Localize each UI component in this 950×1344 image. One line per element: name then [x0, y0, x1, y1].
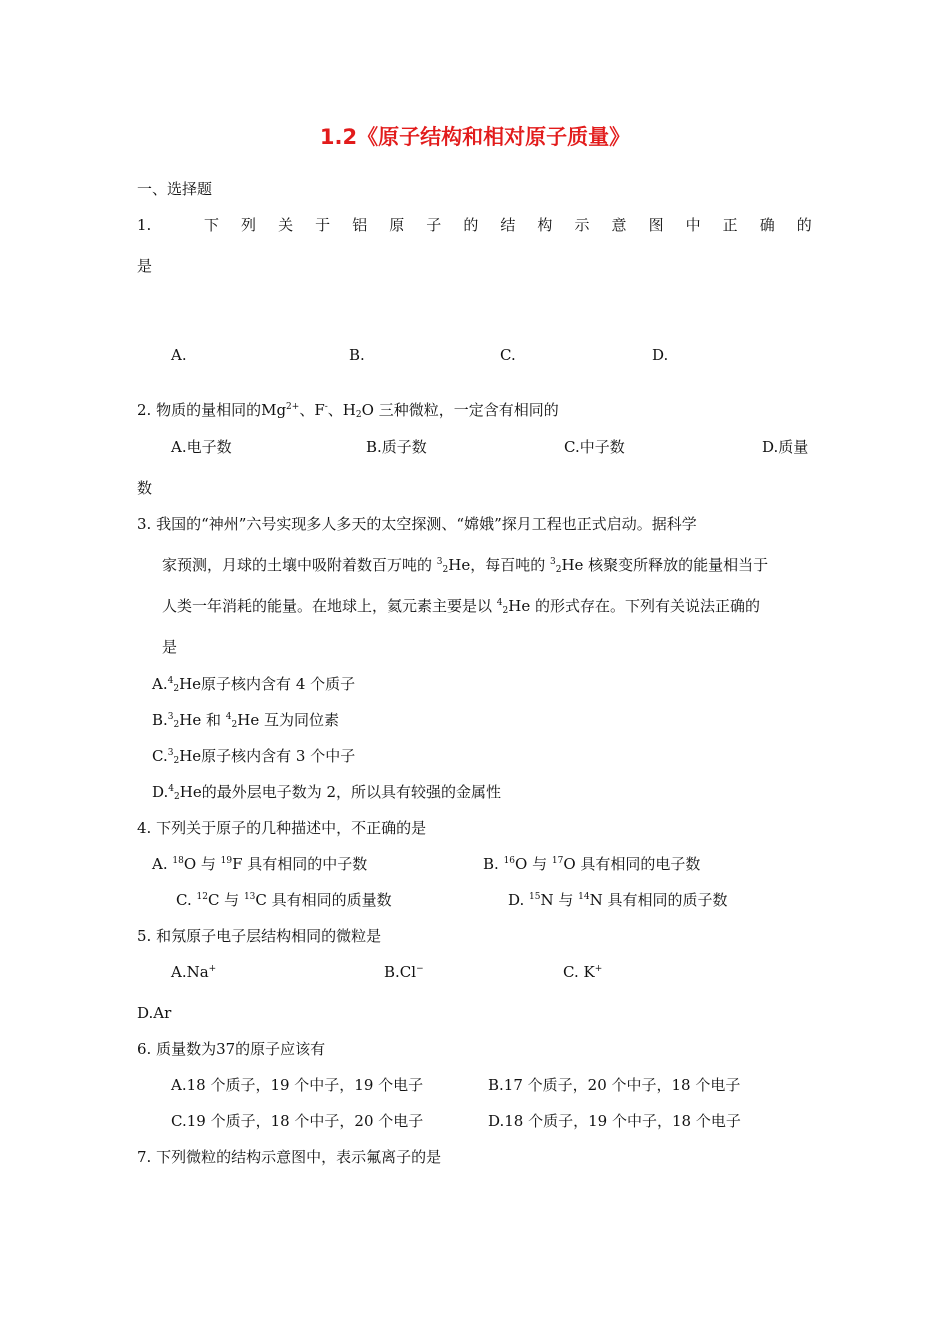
q5-option-a: A.Na+ [171, 963, 217, 981]
q3-stem-line4: 是 [162, 638, 178, 656]
q1-stem-char: 正 [722, 216, 738, 234]
q1-stem-char: 原 [389, 216, 405, 234]
q5-option-b: B.Cl− [384, 963, 424, 981]
q5-option-c: C. K+ [563, 963, 603, 981]
q3-option-d: D.$^4_2$He的最外层电子数为 2，所以具有较强的金属性 [152, 783, 502, 802]
q3-option-b: B.$^3_2$He 和 $^4_2$He 互为同位素 [152, 711, 339, 730]
q1-stem-char: 列 [241, 216, 257, 234]
q4-option-c: C. $^{12}$C 与 $^{13}$C 具有相同的质量数 [176, 891, 392, 909]
q6-option-a: A.18 个质子，19 个中子，19 个电子 [171, 1076, 424, 1094]
page-title: 1.2《原子结构和相对原子质量》 [319, 125, 631, 149]
q1-option-c: C. [500, 346, 516, 364]
q1-stem-tail: 是 [137, 257, 153, 275]
q1-stem-char: 下 [204, 216, 220, 234]
q3-option-a: A.$^4_2$He原子核内含有 4 个质子 [152, 675, 356, 694]
q1-option-a: A. [171, 346, 187, 364]
q4-stem: 4. 下列关于原子的几种描述中，不正确的是 [137, 819, 427, 837]
q2-option-a: A.电子数 [171, 438, 232, 456]
q4-option-d: D. $^{15}$N 与 $^{14}$N 具有相同的质子数 [508, 891, 728, 909]
q1-stem-char: 结 [500, 216, 516, 234]
q1-option-d: D. [652, 346, 669, 364]
section-heading: 一、选择题 [137, 180, 213, 198]
q1-stem-char: 关 [278, 216, 294, 234]
q3-stem-line2: 家预测，月球的土壤中吸附着数百万吨的 $^3_2$He，每百吨的 $^3_2$He 核聚变所释放的能量相当于 [162, 556, 769, 575]
q1-number: 1. [137, 216, 152, 234]
q2-option-c: C.中子数 [564, 438, 625, 456]
q2-option-d: D.质量 [762, 438, 809, 456]
q1-stem-char: 于 [315, 216, 331, 234]
q1-stem-char: 意 [611, 216, 627, 234]
q1-option-b: B. [349, 346, 365, 364]
q4-option-b: B. $^{16}$O 与 $^{17}$O 具有相同的电子数 [483, 855, 701, 873]
q6-option-b: B.17 个质子，20 个中子，18 个电子 [488, 1076, 741, 1094]
q1-stem-char: 中 [685, 216, 701, 234]
q1-stem-char: 确 [759, 216, 775, 234]
q1-stem [204, 216, 812, 234]
q2-stem: 2. 物质的量相同的$Mg^{2+}$、F-、$H_2O$ 三种微粒，一定含有相同的 [137, 401, 559, 420]
q1-stem-char: 示 [574, 216, 590, 234]
q1-stem-char: 的 [796, 216, 812, 234]
q5-option-d: D.Ar [137, 1004, 172, 1022]
q1-stem-char: 铝 [352, 216, 368, 234]
q1-stem-char: 图 [648, 216, 664, 234]
q1-stem-char: 构 [537, 216, 553, 234]
q3-stem-line3: 人类一年消耗的能量。在地球上，氦元素主要是以 $^4_2$He 的形式存在。下列有关说法正确的 [162, 597, 760, 616]
q7-stem: 7. 下列微粒的结构示意图中，表示氟离子的是 [137, 1148, 442, 1166]
q2-option-b: B.质子数 [366, 438, 427, 456]
q6-option-c: C.19 个质子，18 个中子，20 个电子 [171, 1112, 424, 1130]
q6-option-d: D.18 个质子，19 个中子，18 个电子 [488, 1112, 741, 1130]
q3-stem-line1: 3. 我国的“神州”六号实现多人多天的太空探测、“嫦娥”探月工程也正式启动。据科学 [137, 515, 697, 533]
q2-option-d-wrap: 数 [137, 479, 153, 497]
q3-option-c: C.$^3_2$He原子核内含有 3 个中子 [152, 747, 356, 766]
q4-option-a: A. $^{18}$O 与 $^{19}$F 具有相同的中子数 [152, 855, 368, 873]
q1-stem-char: 子 [426, 216, 442, 234]
q6-stem: 6. 质量数为37的原子应该有 [137, 1040, 326, 1058]
q5-stem: 5. 和氖原子电子层结构相同的微粒是 [137, 927, 382, 945]
q1-stem-char: 的 [463, 216, 479, 234]
